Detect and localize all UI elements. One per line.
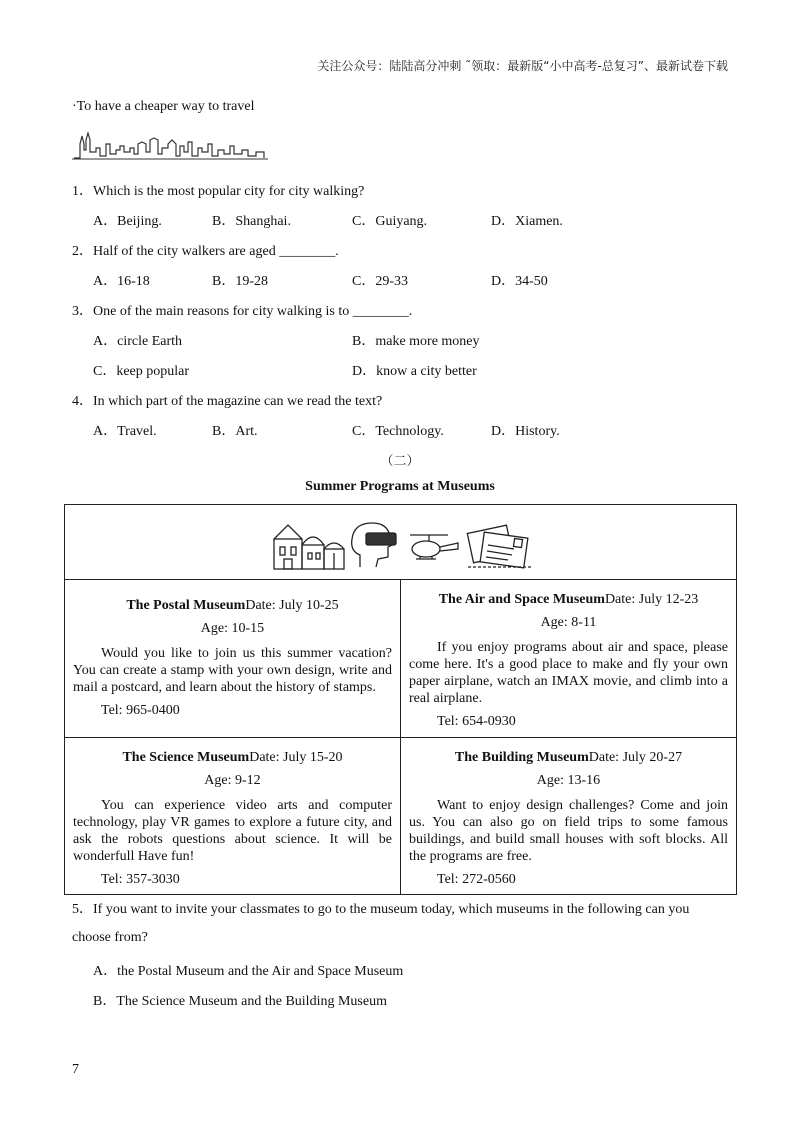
question-3-option-c: C．keep popular <box>93 364 190 379</box>
museum-card-science <box>65 738 401 895</box>
question-2-option-b: B．19-28 <box>212 274 268 289</box>
question-2-option-d: D．34-50 <box>491 274 548 289</box>
museum-date: Date: July 20-27 <box>588 750 683 765</box>
question-4-option-c: C．Technology. <box>352 424 444 439</box>
question-1-option-b: B．Shanghai. <box>212 214 291 229</box>
question-4-option-b: B．Art. <box>212 424 258 439</box>
question-4-stem: 4．In which part of the magazine can we read the text? <box>72 394 383 409</box>
question-4-option-d: D．History. <box>491 424 560 439</box>
page-number: 7 <box>72 1062 79 1077</box>
museum-date: Date: July 15-20 <box>249 750 343 765</box>
museum-name: The Science Museum <box>122 750 250 765</box>
museum-description: Would you like to join us this summer vacation? You can create a stamp with your own design, write and mail a postcard, and learn about the history of stamps. <box>73 646 392 695</box>
vr-headset-icon <box>352 523 396 567</box>
museums-table <box>64 504 737 895</box>
header-promo-note: 关注公众号：陆陆高分冲刺 ˜领取：最新版“小中高考-总复习”、最新试卷下载 <box>317 59 728 73</box>
question-5-option-a: A．the Postal Museum and the Air and Space Museum <box>93 964 404 979</box>
museum-description: You can experience video arts and computer technology, play VR games to explore a future city, and ask the robots questions about science. It will be wonderfull Have fun! <box>73 798 392 864</box>
stamps-postcard-icon <box>467 525 532 568</box>
museum-telephone: Tel: 272-0560 <box>437 872 516 887</box>
building-icon <box>274 525 344 569</box>
question-3-option-a: A．circle Earth <box>93 334 183 349</box>
question-3-option-b: B．make more money <box>352 334 480 349</box>
question-1-stem: 1．Which is the most popular city for city walking? <box>72 184 365 199</box>
question-2-stem: 2．Half of the city walkers are aged ________. <box>72 244 339 259</box>
section-title: Summer Programs at Museums <box>305 479 495 494</box>
museum-description: If you enjoy programs about air and space, please come here. It's a good place to make and fly your own paper airplane, watch an IMAX movie, and climb into a real airplane. <box>409 640 728 706</box>
question-4-option-a: A．Travel. <box>93 424 157 439</box>
helicopter-icon <box>410 535 458 559</box>
museum-icons-illustration <box>270 515 535 571</box>
museum-age: Age: 8-11 <box>540 615 597 630</box>
question-3-option-d: D．know a city better <box>352 364 477 379</box>
museums-illustration-cell <box>65 505 737 580</box>
question-5-stem-line-1: 5．If you want to invite your classmates to go to the museum today, which museums in the following can you <box>72 902 690 917</box>
question-5-stem-line-2: choose from? <box>72 930 148 945</box>
museum-card-postal <box>65 580 401 738</box>
museum-name: The Postal Museum <box>126 598 246 613</box>
section-number: （二） <box>380 453 420 468</box>
question-5-option-b: B．The Science Museum and the Building Museum <box>93 994 387 1009</box>
museum-telephone: Tel: 965-0400 <box>101 703 180 718</box>
museum-card-building <box>401 738 737 895</box>
question-1-option-a: A．Beijing. <box>93 214 162 229</box>
museum-name: The Building Museum <box>454 750 589 765</box>
question-1-option-d: D．Xiamen. <box>491 214 563 229</box>
museum-age: Age: 13-16 <box>536 773 601 788</box>
museum-name: The Air and Space Museum <box>438 592 605 607</box>
museum-telephone: Tel: 654-0930 <box>437 714 516 729</box>
museum-date: Date: July 12-23 <box>604 592 699 607</box>
question-1-option-c: C．Guiyang. <box>352 214 428 229</box>
museum-telephone: Tel: 357-3030 <box>101 872 180 887</box>
museum-age: Age: 10-15 <box>200 621 265 636</box>
museum-age: Age: 9-12 <box>204 773 261 788</box>
city-skyline-illustration <box>72 130 272 162</box>
museum-description: Want to enjoy design challenges? Come and join us. You can also go on field trips to some famous buildings, and build small houses with soft blocks. All the programs are free. <box>409 798 728 864</box>
museum-card-air-and-space <box>401 580 737 738</box>
question-3-stem: 3．One of the main reasons for city walking is to ________. <box>72 304 413 319</box>
question-2-option-a: A．16-18 <box>93 274 150 289</box>
intro-bullet-text: ·To have a cheaper way to travel <box>72 99 255 114</box>
question-2-option-c: C．29-33 <box>352 274 408 289</box>
museum-date: Date: July 10-25 <box>245 598 339 613</box>
